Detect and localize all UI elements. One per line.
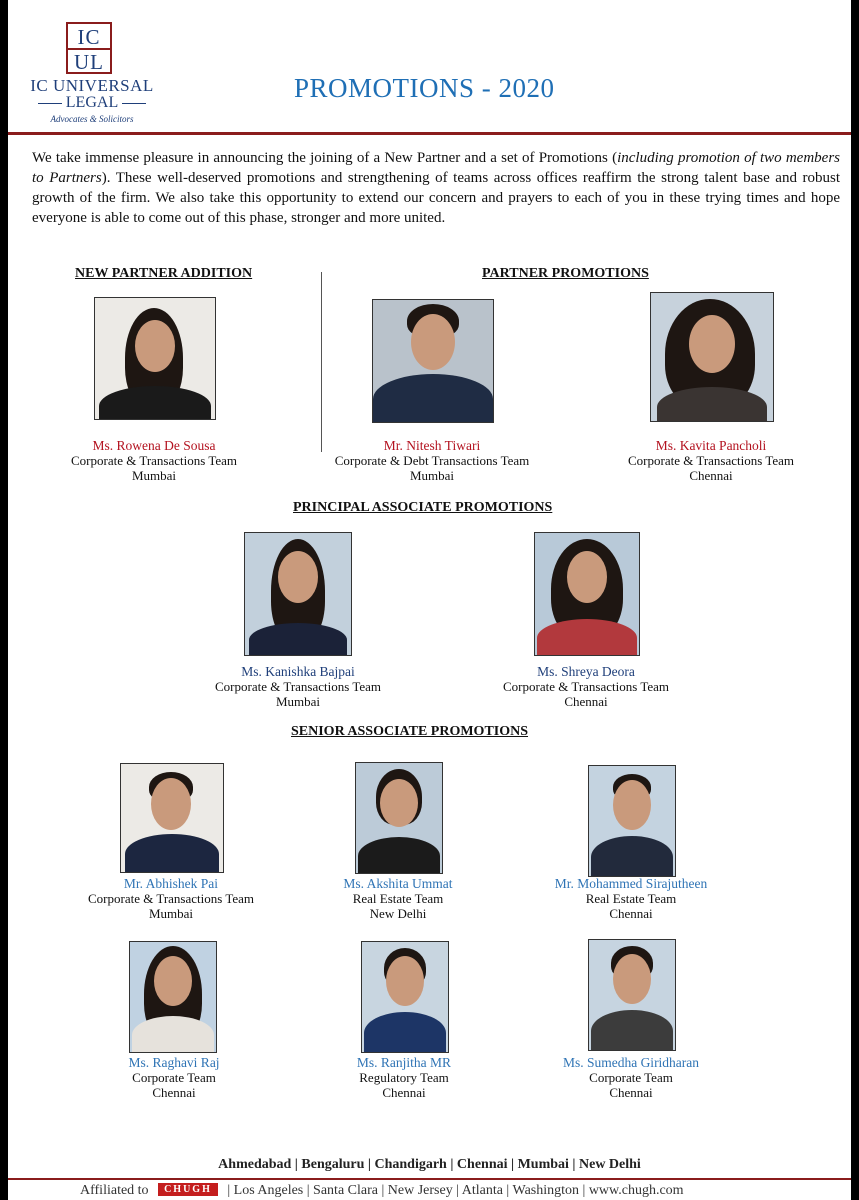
logo-firm-legal: LEGAL	[22, 94, 162, 112]
person-name: Mr. Nitesh Tiwari	[383, 438, 481, 453]
person-card	[288, 876, 508, 921]
person-city: New Delhi	[369, 906, 427, 921]
office-locations: Ahmedabad | Bengaluru | Chandigarh | Chennai | Mumbai | New Delhi	[218, 1157, 641, 1172]
person-city: Chennai	[609, 1085, 653, 1100]
firm-logo	[8, 20, 178, 130]
portrait-photo	[355, 762, 443, 874]
person-card	[601, 438, 821, 483]
person-team: Corporate Team	[132, 1070, 216, 1085]
portrait-photo	[650, 292, 774, 422]
logo-monogram-bottom: UL	[68, 48, 110, 75]
intro-text-italic: including promotion of two members to Partners	[32, 150, 841, 186]
person-name: Ms. Akshita Ummat	[343, 876, 453, 891]
person-city: Mumbai	[131, 468, 177, 483]
portrait-photo	[129, 941, 217, 1053]
person-team: Corporate & Transactions Team	[214, 679, 382, 694]
logo-monogram-top: IC	[77, 25, 101, 49]
person-team: Corporate & Debt Transactions Team	[334, 453, 530, 468]
promotions-page	[8, 0, 851, 1200]
person-card	[322, 438, 542, 483]
section-senior-associate: SENIOR ASSOCIATE PROMOTIONS	[291, 724, 529, 739]
person-card	[476, 664, 696, 709]
person-card	[61, 876, 281, 921]
chugh-logo: CHUGH	[158, 1183, 218, 1196]
portrait-photo	[120, 763, 224, 873]
person-team: Real Estate Team	[352, 891, 444, 906]
person-city: Chennai	[564, 694, 608, 709]
person-city: Mumbai	[148, 906, 194, 921]
person-name: Ms. Kavita Pancholi	[655, 438, 767, 453]
section-principal-associate: PRINCIPAL ASSOCIATE PROMOTIONS	[293, 500, 553, 515]
person-team: Regulatory Team	[359, 1070, 449, 1085]
person-name: Ms. Ranjitha MR	[356, 1055, 452, 1070]
person-card	[44, 438, 264, 483]
portrait-photo	[588, 939, 676, 1051]
person-city: Mumbai	[275, 694, 321, 709]
portrait-photo	[372, 299, 494, 423]
person-name: Ms. Raghavi Raj	[128, 1055, 220, 1070]
person-team: Corporate & Transactions Team	[502, 679, 670, 694]
portrait-photo	[244, 532, 352, 656]
intro-text-2: ). These well-deserved promotions and strengthening of teams across offices reaffirm the strong talent base and robust growth of the firm. We also take this opportunity to extend our concern and prayers to each of you in these trying times and hope everyone is able to come out of this phase, stronger and more united.	[32, 170, 840, 226]
person-city: Chennai	[382, 1085, 426, 1100]
person-city: Chennai	[689, 468, 733, 483]
person-card	[521, 1055, 741, 1100]
person-name: Mr. Mohammed Sirajutheen	[554, 876, 708, 891]
portrait-photo	[588, 765, 676, 877]
person-team: Real Estate Team	[585, 891, 677, 906]
logo-monogram	[66, 22, 112, 74]
person-name: Ms. Sumedha Giridharan	[562, 1055, 700, 1070]
person-city: Chennai	[609, 906, 653, 921]
logo-tagline: Advocates & Solicitors	[50, 114, 134, 124]
portrait-photo	[361, 941, 449, 1053]
person-team: Corporate & Transactions Team	[87, 891, 255, 906]
intro-paragraph	[32, 148, 840, 228]
person-card	[521, 876, 741, 921]
person-team: Corporate Team	[589, 1070, 673, 1085]
section-partner-promotions: PARTNER PROMOTIONS	[482, 266, 649, 281]
person-city: Chennai	[152, 1085, 196, 1100]
person-name: Ms. Kanishka Bajpai	[241, 664, 355, 679]
intro-text-1: We take immense pleasure in announcing the joining of a New Partner and a set of Promotions (	[32, 150, 618, 166]
person-name: Ms. Rowena De Sousa	[92, 438, 216, 453]
us-office-locations: | Los Angeles | Santa Clara | New Jersey | Atlanta | Washington | www.chugh.com	[227, 1183, 684, 1198]
person-name: Mr. Abhishek Pai	[123, 876, 219, 891]
person-card	[64, 1055, 284, 1100]
person-city: Mumbai	[409, 468, 455, 483]
portrait-photo	[534, 532, 640, 656]
person-team: Corporate & Transactions Team	[70, 453, 238, 468]
person-card	[188, 664, 408, 709]
section-divider	[321, 272, 322, 452]
header-divider	[8, 132, 851, 135]
affiliated-label: Affiliated to	[80, 1183, 149, 1198]
portrait-photo	[94, 297, 216, 420]
person-team: Corporate & Transactions Team	[627, 453, 795, 468]
section-new-partner: NEW PARTNER ADDITION	[75, 266, 253, 281]
affiliation-bar	[8, 1178, 851, 1200]
page-title: PROMOTIONS - 2020	[294, 73, 555, 103]
person-name: Ms. Shreya Deora	[537, 664, 635, 679]
logo-firm-name: IC UNIVERSAL	[30, 76, 154, 95]
person-card	[294, 1055, 514, 1100]
